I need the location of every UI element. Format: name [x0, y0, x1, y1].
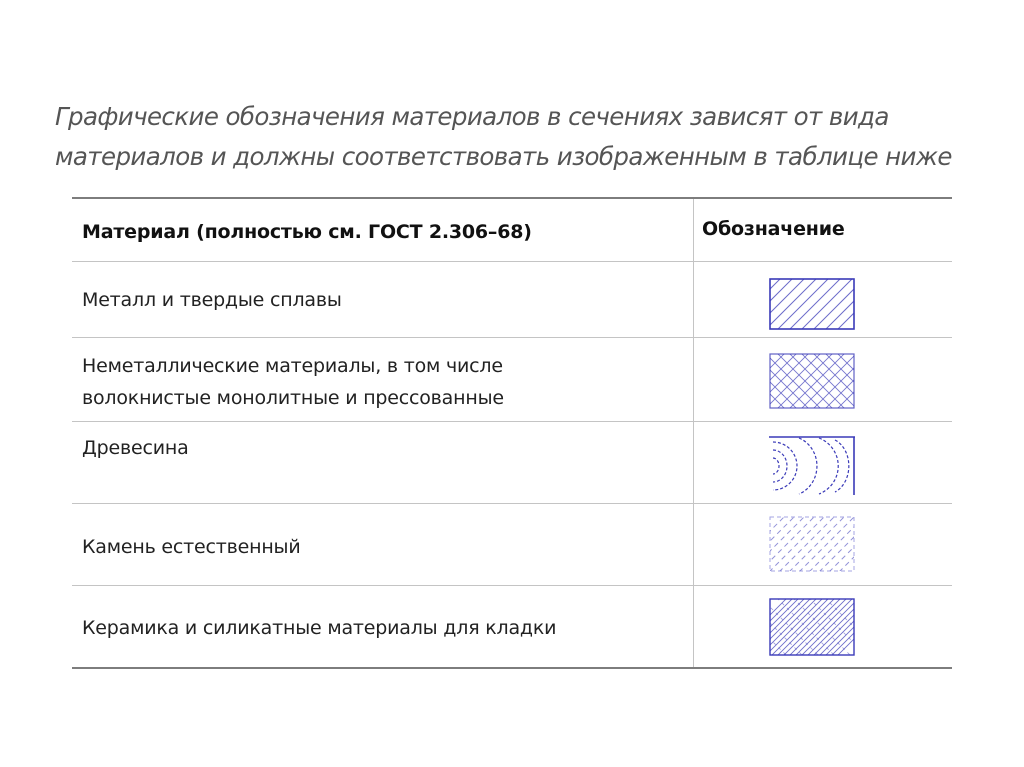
material-name: Древесина [82, 437, 189, 459]
wood-grain-icon [769, 436, 855, 496]
symbol-cell [694, 504, 952, 586]
material-name-line-2: волокнистые монолитные и прессованные [82, 387, 504, 409]
header-material: Материал (полностью см. ГОСТ 2.306–68) [82, 221, 532, 243]
table-row [72, 421, 952, 504]
dashed-hatch-icon [769, 516, 855, 572]
material-name [82, 350, 682, 414]
table-header-row [72, 199, 952, 261]
dense-hatch-icon [769, 598, 855, 656]
material-name: Керамика и силикатные материалы для кладки [82, 617, 557, 639]
material-name-line-1: Неметаллические материалы, в том числе [82, 355, 503, 377]
table-row [72, 585, 952, 668]
symbol-cell [694, 422, 952, 504]
material-name: Камень естественный [82, 536, 301, 558]
title-line-2: материалов и должны соответствовать изображенным в таблице ниже [55, 142, 952, 171]
cross-hatch-icon [769, 353, 855, 409]
materials-table [72, 197, 952, 669]
title-line-1: Графические обозначения материалов в сечениях зависят от вида [55, 102, 889, 131]
table-row [72, 503, 952, 586]
header-symbol: Обозначение [702, 218, 845, 240]
material-name: Металл и твердые сплавы [82, 289, 342, 311]
table-row [72, 337, 952, 422]
table-row [72, 261, 952, 338]
symbol-cell [694, 262, 952, 338]
symbol-cell [694, 586, 952, 668]
symbol-cell [694, 338, 952, 422]
diagonal-hatch-icon [769, 278, 855, 330]
slide-title [55, 97, 995, 177]
header-symbol-cell [694, 199, 952, 261]
